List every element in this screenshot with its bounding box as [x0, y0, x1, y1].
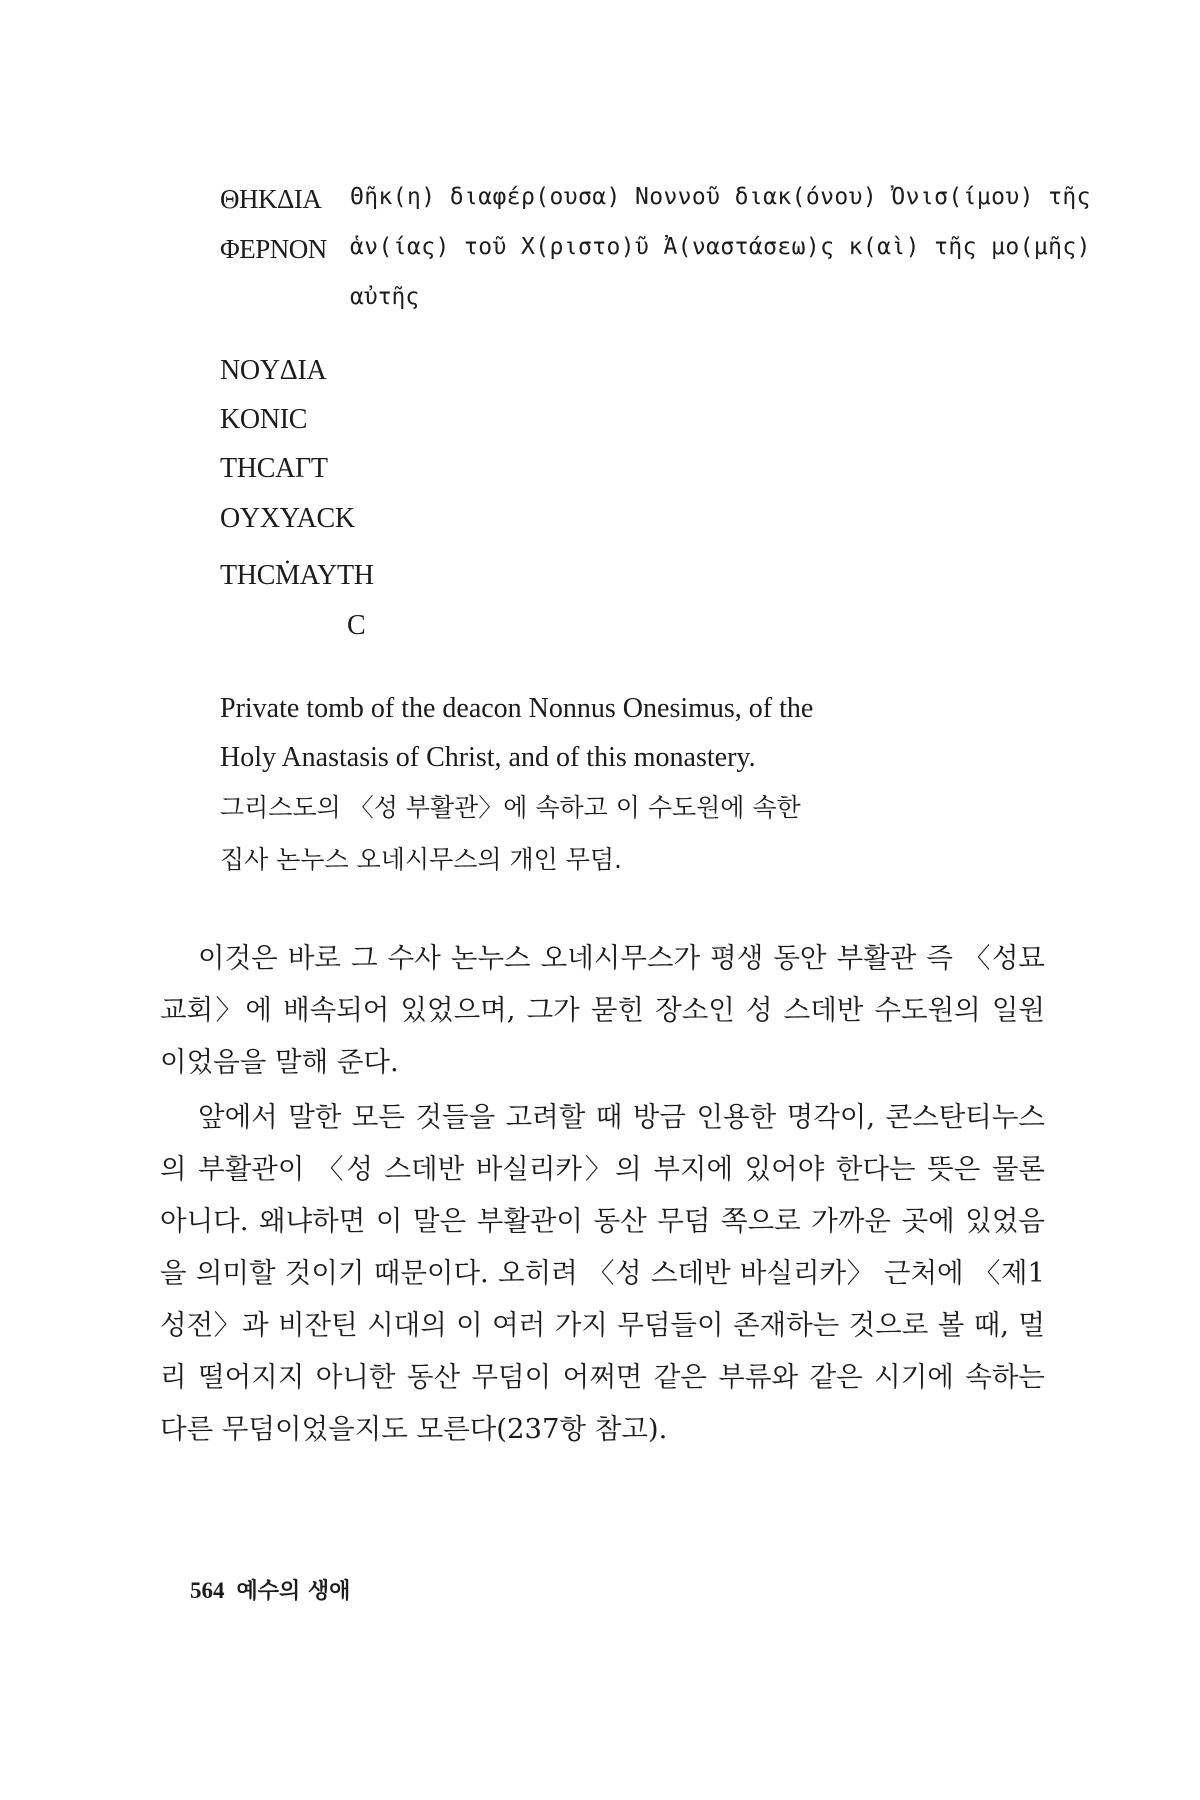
page-number: 564 [190, 1578, 225, 1603]
uncial-line-5: THCṀAYTH [220, 560, 374, 591]
body-paragraph-2: 앞에서 말한 모든 것들을 고려할 때 방금 인용한 명각이, 콘스탄티누스의 부활관이 〈성 스데반 바실리카〉의 부지에 있어야 한다는 뜻은 물론 아니다. 왜냐하면 이 말은 부활관이 동산 무덤 쪽으로 가까운 곳에 있었음을 의미할 것이기 때문이다. 오히려 〈성 스데반 바실리카〉 근처에 〈제1 성전〉과 비잔틴 시대의 이 여러 가지 무덤들이 존재하는 것으로 볼 때, 멀리 떨어지지 아니한 동산 무덤이 어쩌면 같은 부류와 같은 시기에 속하는 다른 무덤이었을지도 모른다(237항 참고). [160, 1101, 1045, 1445]
uncial-line-6: C [347, 610, 366, 641]
korean-translation-line: 집사 논누스 오네시무스의 개인 무덤. [220, 845, 622, 874]
body-text [160, 932, 1045, 1455]
inscription-greek-reading: ἁν(ίας) τοῦ Χ(ριστο)ῦ Ἀ(ναστάσεω)ς κ(αὶ) τῆς μο(μῆς) [350, 234, 1091, 260]
inscription-greek-continuation: αὐτῆς [350, 284, 420, 310]
inscription-label: ΦEPNON [220, 234, 327, 264]
korean-translation-line: 그리스도의 〈성 부활관〉에 속하고 이 수도원에 속한 [220, 793, 801, 822]
uncial-line-4: OYXYACK [220, 503, 355, 534]
uncial-line-1: NOYΔIA [220, 355, 327, 386]
korean-translation [220, 782, 980, 886]
uncial-line-2: KONIC [220, 404, 308, 435]
inscription-row-1 [220, 184, 1091, 215]
body-paragraph-1: 이것은 바로 그 수사 논누스 오네시무스가 평생 동안 부활관 즉 〈성묘 교회〉에 배속되어 있었으며, 그가 묻힌 장소인 성 스데반 수도원의 일원이었음을 말해 준다. [160, 942, 1045, 1078]
inscription-label: ΘHKΔIA [220, 184, 322, 214]
inscription-greek-reading: Θῆκ(η) διαφέρ(ουσα) Νοννοῦ διακ(όνου) Ὀνισ(ίμου) τῆς [350, 184, 1091, 210]
uncial-line-3: THCAΓT [220, 453, 328, 484]
inscription-row-2 [220, 234, 1091, 265]
english-translation-line: Holy Anastasis of Christ, and of this monastery. [220, 742, 756, 773]
english-translation [220, 684, 980, 782]
english-translation-line: Private tomb of the deacon Nonnus Onesimus, of the [220, 693, 814, 724]
book-title: 예수의 생애 [236, 1579, 351, 1604]
page-footer [190, 1574, 350, 1605]
